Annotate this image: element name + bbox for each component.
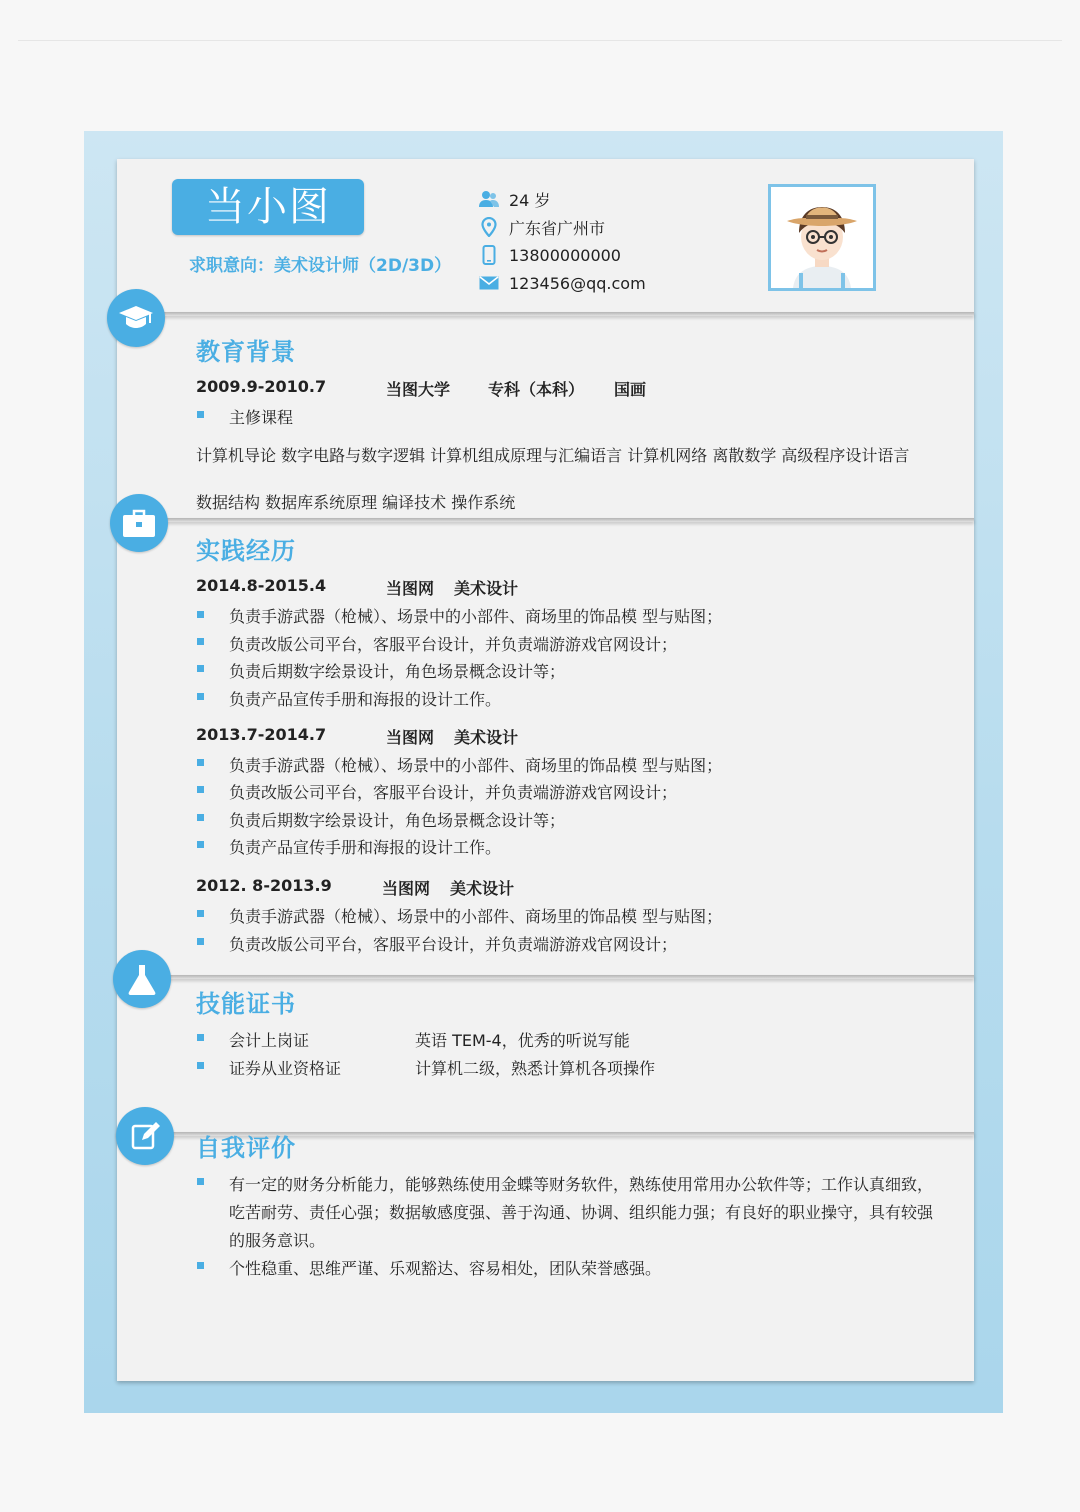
bullet-marker: [197, 1062, 204, 1069]
job-company: 当图网: [386, 728, 435, 747]
self-text: 有一定的财务分析能力，能够熟练使用金蝶等财务软件，熟练使用常用办公软件等；工作认真细致，: [229, 1175, 934, 1194]
phone-text: 13800000000: [509, 245, 621, 265]
courses-line: 计算机导论 数字电路与数字逻辑 计算机组成原理与汇编语言 计算机网络 离散数学 高级程序设计语言: [196, 446, 910, 465]
briefcase-icon: [122, 508, 156, 538]
bullet-marker: [197, 1262, 204, 1269]
courses-label: 主修课程: [229, 408, 294, 427]
job-duty: 负责产品宣传手册和海报的设计工作。: [229, 838, 502, 857]
education-badge: [107, 289, 165, 347]
mail-icon: [478, 272, 500, 294]
section-divider: [117, 312, 974, 316]
contact-phone: [478, 243, 621, 267]
education-title: 教育背景: [196, 338, 296, 366]
skill-desc: 计算机二级，熟悉计算机各项操作: [415, 1059, 656, 1078]
top-divider: [18, 40, 1062, 41]
bullet-marker: [197, 759, 204, 766]
job-intent: 求职意向：美术设计师（2D/3D）: [189, 256, 452, 276]
bullet-marker: [197, 814, 204, 821]
user-icon: [478, 188, 500, 210]
bullet-marker: [197, 693, 204, 700]
experience-badge: [110, 494, 168, 552]
contact-location: [478, 215, 605, 239]
email-text: 123456@qq.com: [509, 273, 646, 293]
job-role: 美术设计: [454, 728, 519, 747]
job-duty: 负责后期数字绘景设计，角色场景概念设计等；: [229, 811, 566, 830]
name-badge: 当小图: [172, 179, 364, 235]
job-duty: 负责手游武器（枪械）、场景中的小部件、商场里的饰品模 型与贴图；: [229, 607, 723, 626]
bullet-marker: [197, 638, 204, 645]
skills-title: 技能证书: [196, 990, 296, 1018]
job-company: 当图网: [382, 879, 431, 898]
flask-icon: [127, 963, 157, 995]
self-text: 个性稳重、思维严谨、乐观豁达、容易相处，团队荣誉感强。: [229, 1259, 662, 1278]
self-title: 自我评价: [196, 1134, 296, 1162]
skills-badge: [113, 950, 171, 1008]
bullet-marker: [197, 611, 204, 618]
education-period: 2009.9-2010.7: [196, 377, 327, 396]
bullet-marker: [197, 665, 204, 672]
courses-line: 数据结构 数据库系统原理 编译技术 操作系统: [196, 493, 516, 512]
contact-email: [478, 271, 646, 295]
job-period: 2014.8-2015.4: [196, 576, 327, 595]
bullet-marker: [197, 1034, 204, 1041]
profile-photo: [768, 184, 876, 291]
graduation-cap-icon: [118, 303, 154, 333]
job-period: 2012. 8-2013.9: [196, 876, 332, 895]
contact-age: [478, 187, 550, 211]
skill-desc: 英语 TEM-4，优秀的听说写能: [415, 1031, 630, 1050]
skill-cert: 证券从业资格证: [229, 1059, 342, 1078]
self-text: 的服务意识。: [229, 1231, 326, 1250]
self-badge: [116, 1107, 174, 1165]
education-degree: 专科（本科）: [488, 380, 585, 399]
job-company: 当图网: [386, 579, 435, 598]
bullet-marker: [197, 786, 204, 793]
education-major: 国画: [614, 380, 647, 399]
section-divider: [117, 975, 974, 979]
self-text: 吃苦耐劳、责任心强；数据敏感度强、善于沟通、协调、组织能力强；有良好的职业操守，具有较强: [229, 1203, 934, 1222]
location-pin-icon: [478, 216, 500, 238]
job-duty: 负责后期数字绘景设计，角色场景概念设计等；: [229, 662, 566, 681]
job-duty: 负责改版公司平台，客服平台设计，并负责端游游戏官网设计；: [229, 635, 678, 654]
job-role: 美术设计: [450, 879, 515, 898]
location-text: 广东省广州市: [509, 218, 606, 238]
section-divider: [117, 518, 974, 522]
experience-title: 实践经历: [196, 537, 296, 565]
job-duty: 负责改版公司平台，客服平台设计，并负责端游游戏官网设计；: [229, 935, 678, 954]
job-duty: 负责改版公司平台，客服平台设计，并负责端游游戏官网设计；: [229, 783, 678, 802]
skill-cert: 会计上岗证: [229, 1031, 310, 1050]
bullet-marker: [197, 841, 204, 848]
bullet-marker: [197, 411, 204, 418]
edit-icon: [130, 1121, 160, 1151]
bullet-marker: [197, 938, 204, 945]
age-text: 24 岁: [509, 190, 551, 210]
education-school: 当图大学: [386, 380, 451, 399]
phone-icon: [478, 244, 500, 266]
bullet-marker: [197, 1178, 204, 1185]
bullet-marker: [197, 910, 204, 917]
job-period: 2013.7-2014.7: [196, 725, 327, 744]
job-duty: 负责手游武器（枪械）、场景中的小部件、商场里的饰品模 型与贴图；: [229, 907, 723, 926]
job-role: 美术设计: [454, 579, 519, 598]
job-duty: 负责手游武器（枪械）、场景中的小部件、商场里的饰品模 型与贴图；: [229, 756, 723, 775]
job-duty: 负责产品宣传手册和海报的设计工作。: [229, 690, 502, 709]
avatar-illustration: [771, 187, 873, 288]
